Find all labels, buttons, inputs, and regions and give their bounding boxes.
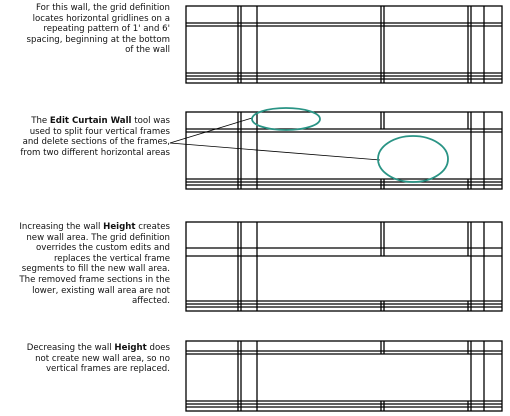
caption-line: overrides the custom edits and	[36, 243, 170, 254]
leader-line-top	[170, 118, 252, 143]
caption-line: and delete sections of the frames,	[22, 137, 170, 148]
wall-outline	[186, 6, 502, 83]
caption-line: affected.	[131, 296, 170, 307]
horizontal-frames	[186, 351, 502, 407]
highlight-ellipse-lower	[378, 136, 448, 182]
caption-line: used to split four vertical frames	[29, 126, 170, 137]
caption-line: new wall area. The grid definition	[26, 232, 170, 243]
caption-text: Increasing the wall	[19, 222, 104, 232]
vertical-frames	[238, 222, 484, 311]
caption-line: not create new wall area, so no	[35, 353, 170, 364]
caption-text: does	[146, 343, 170, 353]
caption-line: The removed frame sections in the	[19, 274, 170, 285]
caption-line: replaces the vertical frame	[53, 253, 170, 264]
caption-line: of the wall	[125, 45, 170, 56]
vertical-frames	[238, 6, 484, 83]
caption-text: tool was	[131, 116, 170, 126]
caption-bold: Height	[114, 343, 147, 353]
caption-bold: Height	[103, 222, 136, 232]
caption-text: The	[31, 116, 50, 126]
wall-outline	[186, 222, 502, 311]
caption-line: locates horizontal gridlines on a	[32, 13, 170, 24]
caption-line: vertical frames are replaced.	[45, 364, 170, 375]
edit-highlights	[252, 108, 448, 182]
caption-line: lower, existing wall area are not	[32, 285, 170, 296]
caption-text: creates	[135, 222, 170, 232]
highlight-ellipse-upper	[252, 108, 320, 130]
leader-lines	[170, 118, 380, 160]
curtain-wall-4	[186, 341, 502, 411]
leader-line-bottom	[170, 143, 380, 160]
caption-line: spacing, beginning at the bottom	[26, 34, 170, 45]
vertical-frames	[238, 112, 484, 189]
caption-line: segments to fill the new wall area.	[21, 264, 170, 275]
caption-line: from two different horizontal areas	[20, 147, 170, 158]
caption-line: For this wall, the grid definition	[36, 3, 170, 13]
caption-line: repeating pattern of 1' and 6'	[43, 24, 170, 35]
caption-text: Decreasing the wall	[26, 343, 115, 353]
caption-bold: Edit Curtain Wall	[49, 116, 132, 126]
horizontal-frames	[186, 23, 502, 79]
horizontal-frames	[186, 248, 502, 307]
curtain-wall-3	[186, 222, 502, 311]
curtain-wall-1	[186, 6, 502, 83]
